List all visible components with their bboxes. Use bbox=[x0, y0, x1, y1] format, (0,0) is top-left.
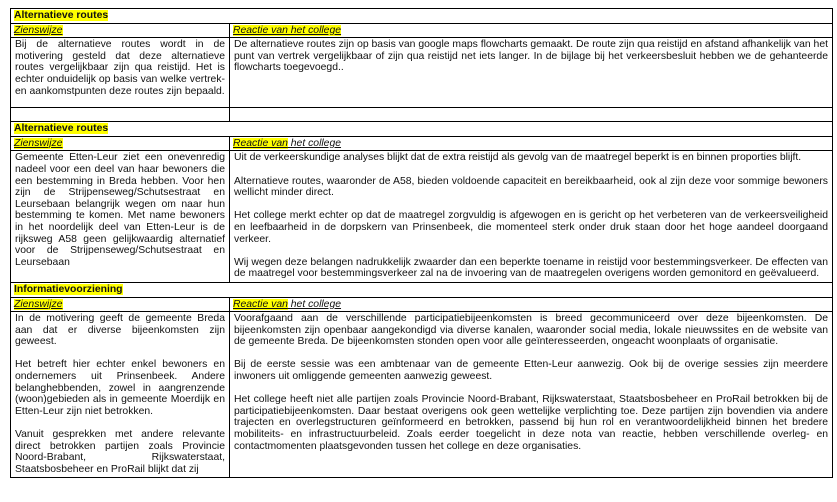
zienswijze-label: Zienswijze bbox=[14, 24, 63, 36]
zienswijze-paragraph: Het betreft hier echter enkel bewoners en ondernemers uit Prinsenbeek. Andere belanghebbenden, zowel in aangrenzende (woon)gebieden als in gemeente Moerdijk en Etten-Leur zijn niet betrokken. bbox=[15, 359, 225, 417]
content-row bbox=[11, 38, 833, 108]
zienswijze-cell bbox=[11, 312, 230, 478]
reactie-paragraph: Het college merkt echter op dat de maatregel zorgvuldig is afgewogen en is gericht op het verbeteren van de verkeersveiligheid en leefbaarheid in de dorpskern van Prinsenbeek, die momenteel sterk onder druk staan door het hoge aandeel doorgaand verkeer. bbox=[234, 210, 828, 245]
section-title: Alternatieve routes bbox=[14, 10, 109, 21]
zienswijze-cell bbox=[11, 38, 230, 108]
section-title: Alternatieve routes bbox=[14, 123, 109, 135]
zienswijze-label: Zienswijze bbox=[14, 137, 63, 149]
label-row bbox=[11, 297, 833, 312]
zienswijze-paragraph: Vanuit gesprekken met andere relevante direct betrokken partijen zoals Provincie Noord-Brabant, Rijkswaterstaat, Staatsbosbeheer en ProRail blijkt dat zij bbox=[15, 429, 225, 475]
reactie-cell bbox=[230, 312, 833, 478]
reactie-paragraph: Uit de verkeerskundige analyses blijkt dat de extra reistijd als gevolg van de maatregel beperkt is en binnen proporties blijft. bbox=[234, 152, 802, 164]
zienswijze-text: Gemeente Etten-Leur ziet een onevenredig nadeel voor een deel van haar bewoners die een bestemming in Breda hebben. Voor hen zijn de Strijpenseweg/Schutsestraat en Leursebaan belangrijk wegen om naar hun bestemming te komen. Met name bewoners in het noordelijk deel van Etten-Leur is de rijksweg A58 geen gelijkwaardig alternatief voor de Strijpenseweg/Schutsestraat en Leursebaan bbox=[15, 152, 225, 268]
reactie-text: De alternatieve routes zijn op basis van google maps flowcharts gemaakt. De route zijn qua reistijd en afstand afhankelijk van het punt van vertrek vergelijkbaar of zijn qua reistijd net iets langer. In de bijlage bij het verkeersbesluit hebben we de gehanteerde flowcharts toegevoegd.. bbox=[234, 39, 828, 74]
reactie-label-suffix: het college bbox=[287, 298, 342, 310]
zienswijze-cell bbox=[11, 151, 230, 283]
reactie-label-suffix: het college bbox=[287, 137, 342, 149]
section-header-row bbox=[11, 9, 833, 24]
label-row bbox=[11, 136, 833, 151]
reactie-label: Reactie van het college bbox=[233, 24, 342, 36]
zienswijze-text: Bij de alternatieve routes wordt in de motivering gesteld dat deze alternatieve routes vergelijkbaar zijn qua reistijd. Het is echter onduidelijk op basis van welke vertrek- en aankomstpunten deze routes zijn bepaald. bbox=[15, 39, 225, 97]
reactie-cell bbox=[230, 151, 833, 283]
reaction-table bbox=[10, 8, 833, 478]
reactie-paragraph: Het college heeft niet alle partijen zoals Provincie Noord-Brabant, Rijkswaterstaat, Staatsbosbeheer en ProRail betrokken bij de participatiebijeenkomsten. Daar bestaat overigens ook geen wettelijke verplichting toe. Deze partijen zijn bovendien via andere trajecten en overlegstructuren geïnformeerd en betrokken, passend bij hun rol en verantwoordelijkheid binnen het bredere mobiliteits- en infrastructuurbeleid. Zoals eerder toegelicht in deze nota van reactie, hebben verschillende overleg- en contactmomenten plaatsgevonden tussen het college en deze organisaties. bbox=[234, 394, 828, 452]
reactie-label: Reactie van bbox=[233, 137, 288, 149]
reactie-cell bbox=[230, 38, 833, 108]
content-row bbox=[11, 151, 833, 283]
zienswijze-paragraph: In de motivering geeft de gemeente Breda aan dat er diverse bijeenkomsten zijn geweest. bbox=[15, 313, 225, 348]
reactie-paragraph: Alternatieve routes, waaronder de A58, bieden voldoende capaciteit en bereikbaarheid, ook al zijn deze voor sommige bewoners wellicht minder direct. bbox=[234, 175, 828, 199]
spacer-row bbox=[11, 108, 833, 122]
section-header-row bbox=[11, 282, 833, 297]
section-header-row bbox=[11, 122, 833, 137]
reactie-paragraph: Wij wegen deze belangen nadrukkelijk zwaarder dan een beperkte toename in reistijd voor bestemmingsverkeer. De effecten van de maatregel voor bestemmingsverkeer zal na de invoering van de maatregelen overigens worden gemonitord en geëvalueerd. bbox=[234, 256, 828, 280]
reactie-label: Reactie van bbox=[233, 298, 288, 310]
section-title: Informatievoorziening bbox=[14, 283, 123, 295]
reactie-paragraph: Bij de eerste sessie was een ambtenaar van de gemeente Etten-Leur aanwezig. Ook bij de overige sessies zijn meerdere inwoners uit omliggende gemeenten aanwezig geweest. bbox=[234, 359, 828, 383]
label-row bbox=[11, 23, 833, 38]
zienswijze-label: Zienswijze bbox=[14, 298, 63, 310]
reactie-paragraph: Voorafgaand aan de verschillende participatiebijeenkomsten is breed gecommuniceerd over deze bijeenkomsten. De bijeenkomsten zijn openbaar aangekondigd via diverse kanalen, waaronder social media, lokale nieuwssites en de website van de gemeente Breda. De bijeenkomsten stonden open voor alle geïnteresseerden, ongeacht woonplaats of organisatie. bbox=[234, 313, 828, 348]
content-row bbox=[11, 312, 833, 478]
